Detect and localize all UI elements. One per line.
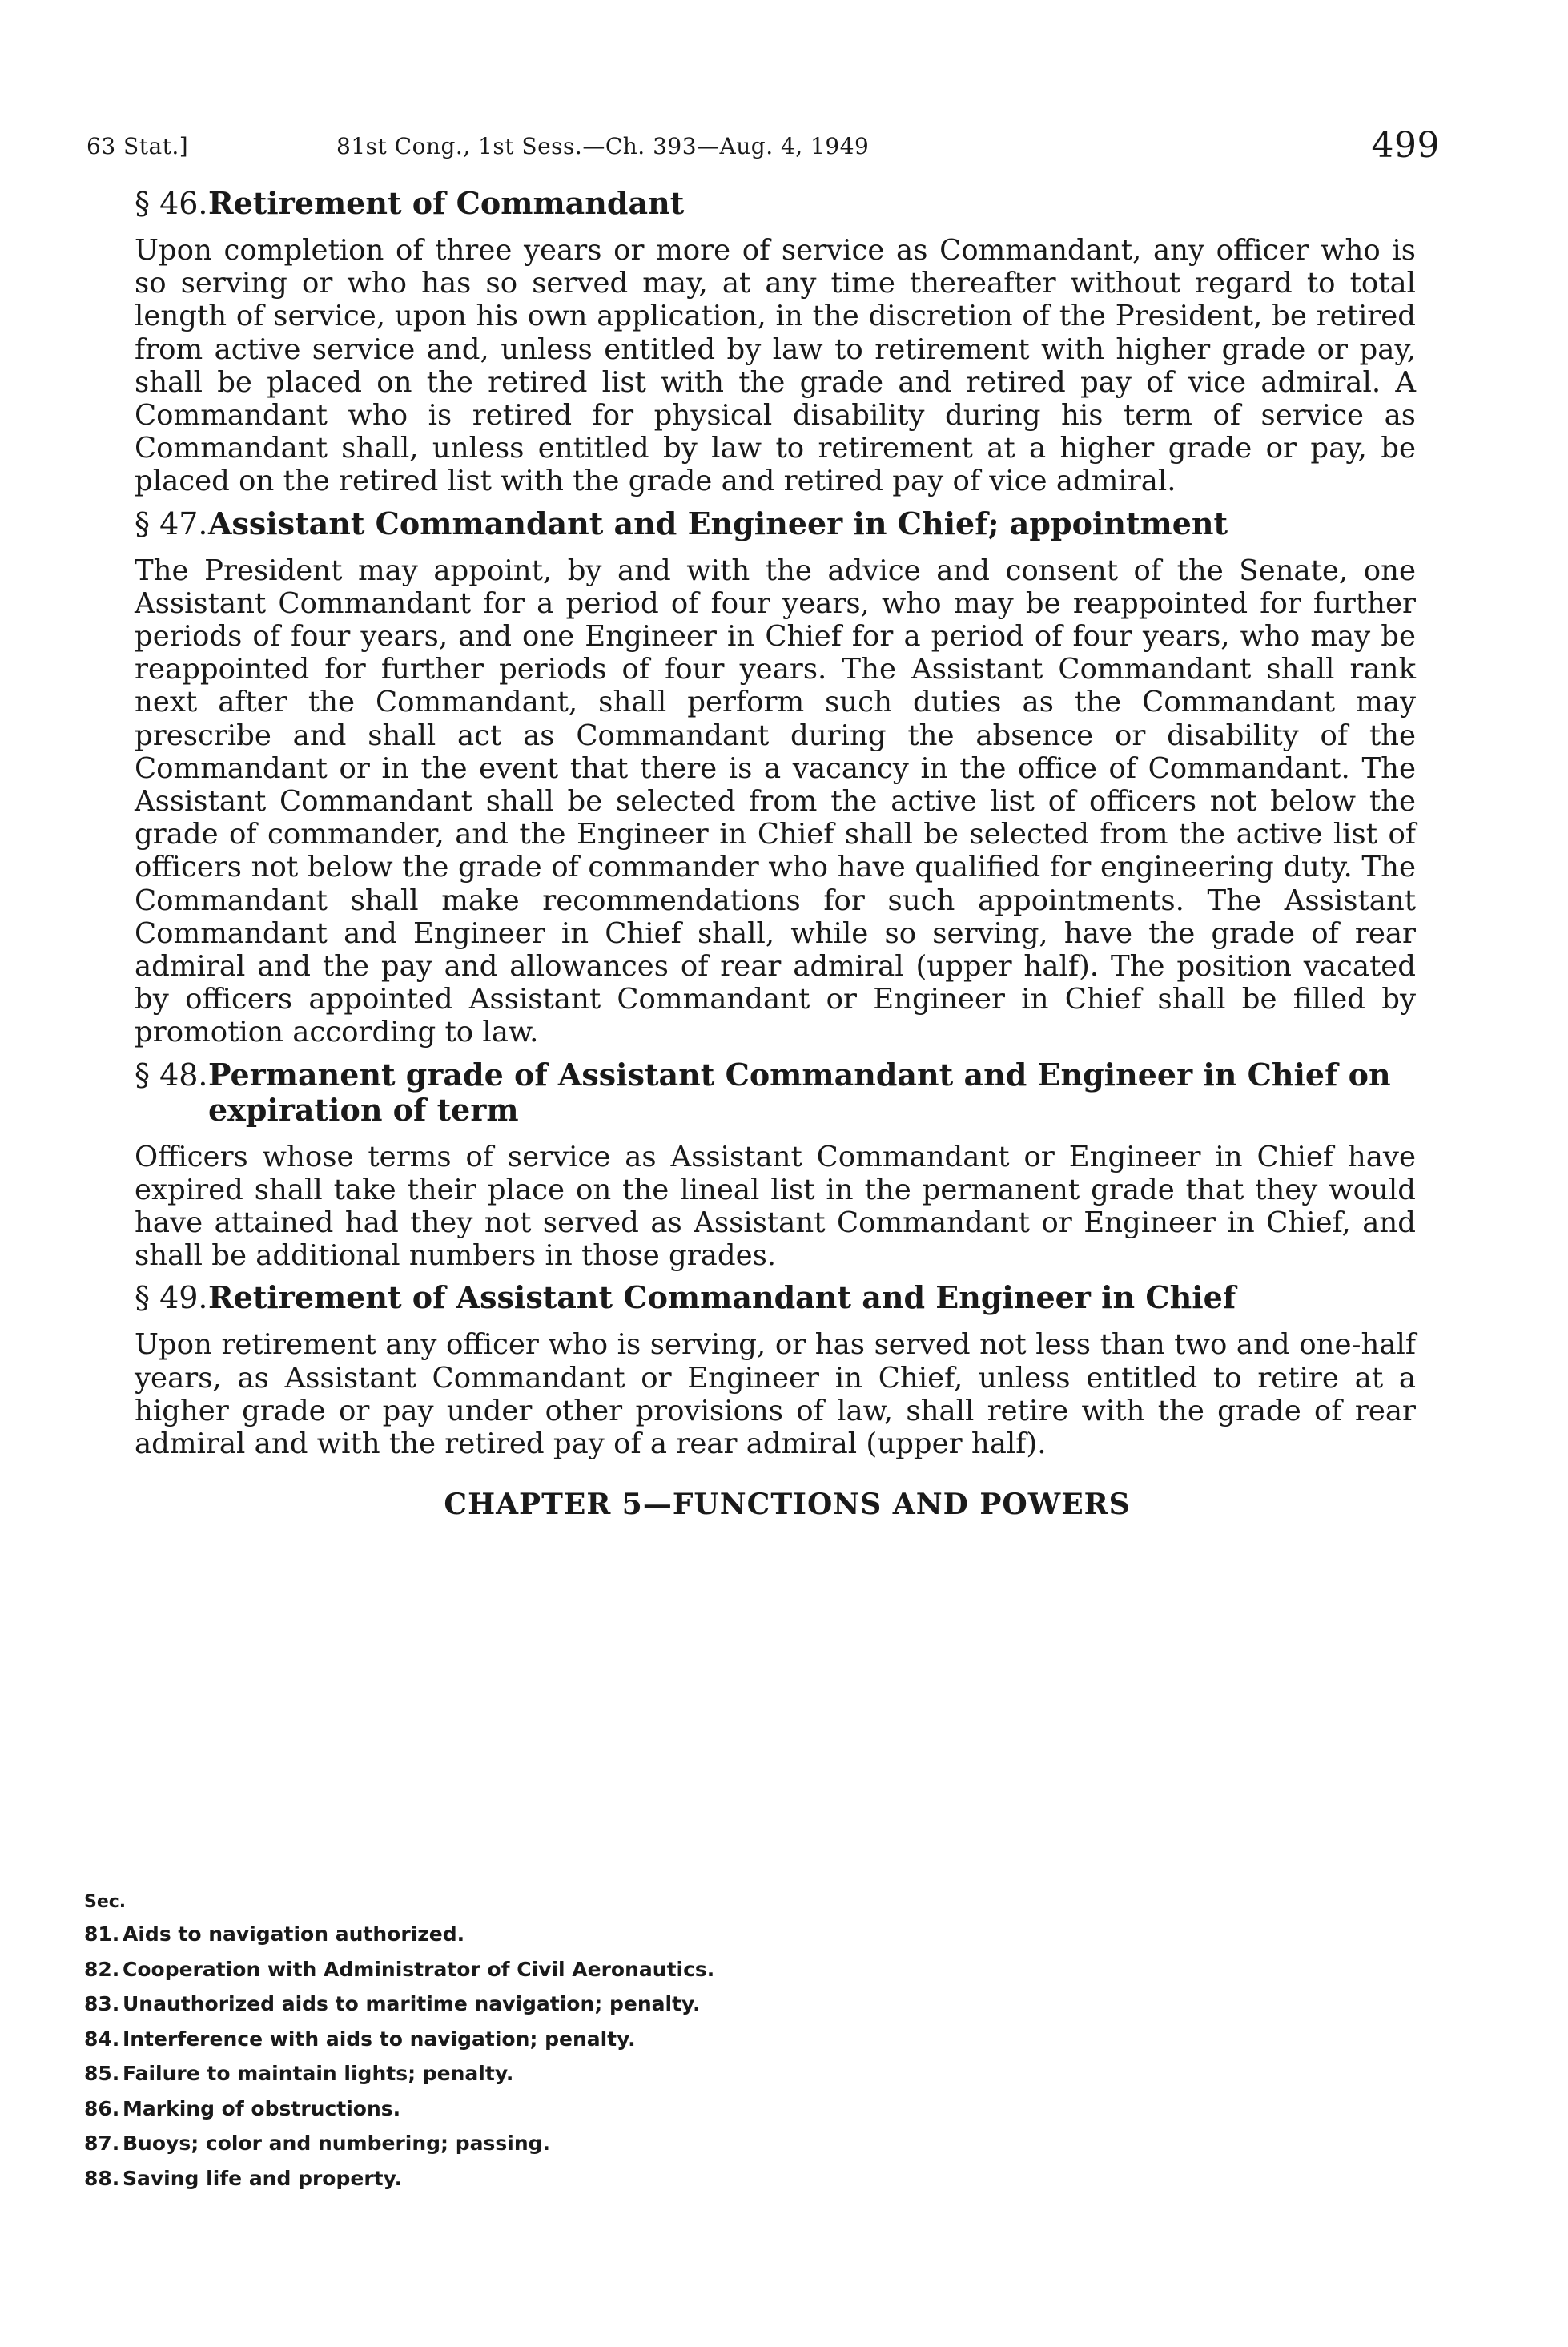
item-title: Aids to navigation authorized. <box>123 1922 465 1946</box>
section-47 <box>135 506 1416 1049</box>
item-number: 88. <box>84 2166 120 2190</box>
section-heading <box>135 186 1416 221</box>
item-number: 87. <box>84 2132 120 2155</box>
running-header <box>86 125 1440 168</box>
section-title: Retirement of Assistant Commandant and Engineer in Chief <box>208 1279 1236 1316</box>
contents-sec-label: Sec. <box>84 1892 127 1912</box>
section-title: Retirement of Commandant <box>208 185 685 221</box>
contents-item <box>84 2161 1045 2196</box>
contents-item <box>84 2091 1045 2127</box>
main-text-column <box>135 186 1416 1521</box>
section-heading <box>135 1280 1416 1315</box>
section-number: § 47. <box>135 505 208 541</box>
item-title: Cooperation with Administrator of Civil Aeronautics. <box>123 1957 715 1981</box>
section-title: Permanent grade of Assistant Commandant and Engineer in Chief on expiration of term <box>208 1056 1391 1128</box>
contents-item <box>84 2056 1045 2091</box>
section-title: Assistant Commandant and Engineer in Chief; appointment <box>208 505 1228 541</box>
contents-item <box>84 1987 1045 2022</box>
section-46 <box>135 186 1416 498</box>
section-48 <box>135 1057 1416 1273</box>
statute-reference: 63 Stat.] <box>86 133 189 159</box>
contents-item <box>84 1917 1045 1952</box>
item-title: Failure to maintain lights; penalty. <box>123 2062 514 2085</box>
item-number: 82. <box>84 1957 120 1981</box>
item-number: 81. <box>84 1922 120 1946</box>
item-title: Interference with aids to navigation; penalty. <box>123 2027 636 2051</box>
item-title: Buoys; color and numbering; passing. <box>123 2132 551 2155</box>
section-heading <box>135 1057 1416 1128</box>
section-body: Officers whose terms of service as Assistant Commandant or Engineer in Chief have expired shall take their place on the lineal list in the permanent grade that they would have attained had they not served as Assistant Commandant or Engineer in Chief, and shall be additional numbers in those grades. <box>135 1140 1416 1273</box>
chapter-heading: CHAPTER 5—FUNCTIONS AND POWERS <box>444 1488 1131 1522</box>
section-body: Upon retirement any officer who is serving, or has served not less than two and one-half years, as Assistant Commandant or Engineer in Chief, unless entitled to retire at a higher grade or pay under other provisions of law, shall retire with the grade of rear admiral and with the retired pay of a rear admiral (upper half). <box>135 1328 1416 1461</box>
item-title: Unauthorized aids to maritime navigation; penalty. <box>123 1992 701 2015</box>
section-body: Upon completion of three years or more of service as Commandant, any officer who is so serving or who has so served may, at any time thereafter without regard to total length of service, upon his own application, in the discretion of the President, be retired from active service and, unless entitled by law to retirement with higher grade or pay, shall be placed on the retired list with the grade and retired pay of vice admiral. A Commandant who is retired for physical disability during his term of service as Commandant shall, unless entitled by law to retirement at a higher grade or pay, be placed on the retired list with the grade and retired pay of vice admiral. <box>135 234 1416 498</box>
page-number: 499 <box>1371 125 1440 166</box>
section-body: The President may appoint, by and with the advice and consent of the Senate, one Assistant Commandant for a period of four years, who may be reappointed for further periods of four years, and one Engineer in Chief for a period of four years, who may be reappointed for further periods of four years. The Assistant Commandant shall rank next after the Commandant, shall perform such duties as the Commandant may prescribe and shall act as Commandant during the absence or disability of the Commandant or in the event that there is a vacancy in the office of Commandant. The Assistant Commandant shall be selected from the active list of officers not below the grade of commander, and the Engineer in Chief shall be selected from the active list of officers not below the grade of commander who have qualified for engineering duty. The Commandant shall make recommendations for such appointments. The Assistant Commandant and Engineer in Chief shall, while so serving, have the grade of rear admiral and the pay and allowances of rear admiral (upper half). The position vacated by officers appointed Assistant Commandant or Engineer in Chief shall be filled by promotion according to law. <box>135 554 1416 1049</box>
section-heading <box>135 506 1416 541</box>
chapter-contents <box>84 1892 1045 2196</box>
contents-item <box>84 2022 1045 2057</box>
item-number: 84. <box>84 2027 120 2051</box>
section-number: § 48. <box>135 1057 208 1093</box>
item-number: 86. <box>84 2096 120 2120</box>
section-number: § 49. <box>135 1280 208 1316</box>
contents-item <box>84 1952 1045 1987</box>
item-title: Saving life and property. <box>123 2166 403 2190</box>
congress-session-line: 81st Cong., 1st Sess.—Ch. 393—Aug. 4, 1949 <box>336 133 870 159</box>
section-49 <box>135 1280 1416 1460</box>
contents-item <box>84 2126 1045 2161</box>
item-title: Marking of obstructions. <box>123 2096 401 2120</box>
item-number: 85. <box>84 2062 120 2085</box>
section-number: § 46. <box>135 186 208 221</box>
item-number: 83. <box>84 1992 120 2015</box>
